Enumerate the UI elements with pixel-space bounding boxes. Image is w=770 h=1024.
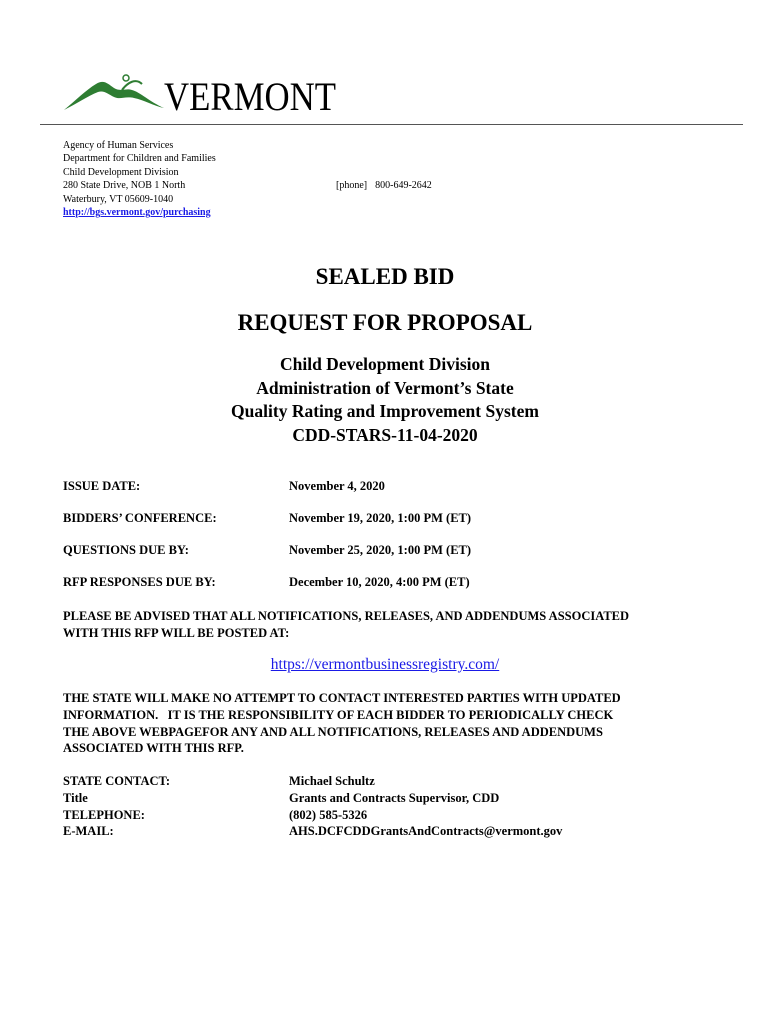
contact-telephone-label: TELEPHONE:: [63, 807, 145, 822]
vermont-logo: [62, 70, 342, 119]
disclaimer-line: INFORMATION. IT IS THE RESPONSIBILITY OF EACH BIDDER TO PERIODICALLY CHECK: [63, 707, 614, 722]
phone-line: [336, 180, 432, 191]
contact-email-label: E-MAIL:: [63, 824, 114, 839]
responses-due-value: December 10, 2020, 4:00 PM (ET): [289, 575, 470, 589]
agency-address: [63, 139, 216, 219]
rfp-description: [0, 353, 770, 447]
responses-due-row: [63, 575, 470, 590]
rfp-number: CDD-STARS-11-04-2020: [292, 424, 478, 445]
contact-name-label: STATE CONTACT:: [63, 774, 171, 788]
questions-due-row: [63, 543, 471, 558]
purchasing-link[interactable]: http://bgs.vermont.gov/purchasing: [63, 207, 211, 219]
responses-due-label: RFP RESPONSES DUE BY:: [63, 575, 216, 589]
contact-email-row: [63, 823, 562, 840]
questions-due-value: November 25, 2020, 1:00 PM (ET): [289, 543, 472, 557]
issue-date-row: [63, 479, 385, 494]
disclaimer-line: THE ABOVE WEBPAGEFOR ANY AND ALL NOTIFICATIONS, RELEASES AND ADDENDUMS: [63, 724, 603, 739]
contact-telephone-value: (802) 585-5326: [289, 807, 368, 822]
bidders-conference-value: November 19, 2020, 1:00 PM (ET): [289, 511, 472, 525]
contact-telephone-row: [63, 807, 562, 824]
state-contact-block: [63, 773, 562, 840]
contact-disclaimer: [63, 690, 743, 757]
posting-notice: [63, 608, 743, 642]
agency-name: Agency of Human Services: [63, 140, 174, 151]
vermont-logo-text: VERMONT: [164, 74, 336, 119]
header-divider: [40, 124, 743, 125]
rfp-subject-line2: Quality Rating and Improvement System: [231, 401, 539, 422]
phone-label: [phone]: [336, 180, 368, 191]
city-state-zip: Waterbury, VT 05609-1040: [63, 193, 174, 205]
contact-title-row: [63, 790, 562, 807]
bidders-conference-row: [63, 511, 471, 526]
posting-notice-line: PLEASE BE ADVISED THAT ALL NOTIFICATIONS, RELEASES, AND ADDENDUMS ASSOCIATED: [63, 609, 630, 623]
street-address: 280 State Drive, NOB 1 North: [63, 180, 186, 192]
phone-number: 800-649-2642: [375, 180, 432, 191]
rfp-division: Child Development Division: [279, 354, 491, 374]
contact-title-label: Title: [63, 790, 88, 805]
issue-date-label: ISSUE DATE:: [63, 479, 141, 493]
division-name: Child Development Division: [63, 166, 179, 178]
department-name: Department for Children and Families: [63, 153, 216, 165]
registry-link[interactable]: https://vermontbusinessregistry.com/: [270, 656, 500, 673]
registry-link-container: [0, 656, 770, 674]
questions-due-label: QUESTIONS DUE BY:: [63, 543, 189, 557]
posting-notice-line: WITH THIS RFP WILL BE POSTED AT:: [63, 625, 290, 640]
disclaimer-line: ASSOCIATED WITH THIS RFP.: [63, 741, 244, 756]
issue-date-value: November 4, 2020: [289, 479, 385, 493]
bidders-conference-label: BIDDERS’ CONFERENCE:: [63, 511, 217, 525]
contact-name-row: [63, 773, 562, 790]
contact-name-value: Michael Schultz: [289, 774, 375, 788]
vermont-mountain-icon: [62, 70, 342, 119]
contact-title-value: Grants and Contracts Supervisor, CDD: [289, 790, 500, 805]
document-subtitle: REQUEST FOR PROPOSAL: [237, 310, 533, 335]
disclaimer-line: THE STATE WILL MAKE NO ATTEMPT TO CONTACT INTERESTED PARTIES WITH UPDATED: [63, 691, 621, 705]
document-title: SEALED BID: [315, 264, 455, 289]
rfp-subject-line1: Administration of Vermont’s State: [256, 377, 514, 398]
contact-email-value[interactable]: AHS.DCFCDDGrantsAndContracts@vermont.gov: [289, 824, 563, 839]
